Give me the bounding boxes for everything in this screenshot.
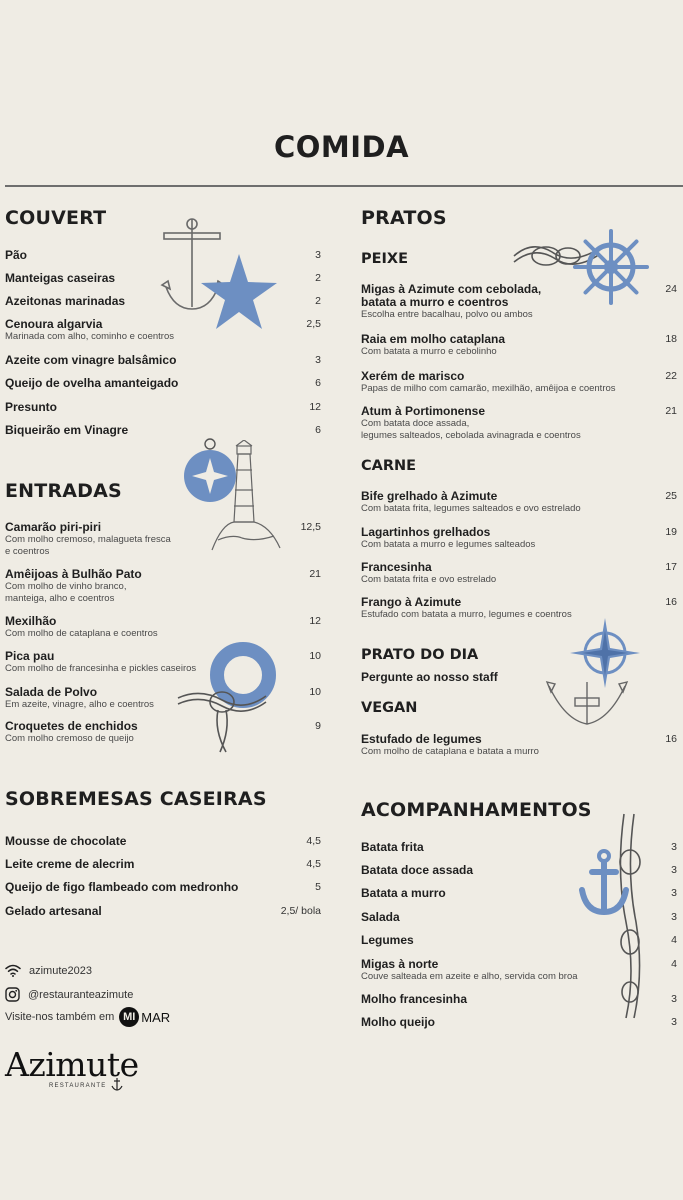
section-heading-pratos: PRATOS xyxy=(361,207,447,229)
menu-item: Frango à Azimute Estufado com batata a murro, legumes e coentros 16 xyxy=(361,595,677,620)
menu-item: Migas à norte Couve salteada em azeite e alho, servida com broa 4 xyxy=(361,957,677,982)
subsection-heading-peixe: PEIXE xyxy=(361,251,409,267)
menu-item: Presunto 12 xyxy=(5,400,321,414)
menu-item: Salada 3 xyxy=(361,910,677,924)
anchor-icon xyxy=(545,680,629,730)
menu-item: Pão 3 xyxy=(5,248,321,262)
menu-item: Camarão piri-piri Com molho cremoso, malagueta fresca e coentros 12,5 xyxy=(5,520,321,557)
visit-info xyxy=(5,1007,170,1027)
menu-item: Xerém de marisco Papas de milho com camarão, mexilhão, amêijoa e coentros 22 xyxy=(361,369,677,394)
menu-item: Mousse de chocolate 4,5 xyxy=(5,834,321,848)
menu-item: Molho francesinha 3 xyxy=(361,992,677,1006)
menu-item: Molho queijo 3 xyxy=(361,1015,677,1029)
subsection-heading-carne: CARNE xyxy=(361,458,417,474)
visit-text: Visite-nos também em xyxy=(5,1011,115,1023)
menu-item: Estufado de legumes Com molho de cataplana e batata a murro 16 xyxy=(361,732,677,757)
menu-item: Queijo de figo flambeado com medronho 5 xyxy=(5,880,321,894)
section-heading-sobremesas: SOBREMESAS CASEIRAS xyxy=(5,788,267,810)
instagram-handle[interactable]: @restauranteazimute xyxy=(28,988,134,1001)
menu-item: Queijo de ovelha amanteigado 6 xyxy=(5,376,321,390)
wifi-info xyxy=(5,964,92,977)
wifi-password: azimute2023 xyxy=(29,964,92,977)
menu-item: Batata frita 3 xyxy=(361,840,677,854)
menu-item: Migas à Azimute com cebolada, batata a murro e coentros Escolha entre bacalhau, polvo ou ambos 24 xyxy=(361,282,677,320)
menu-item: Gelado artesanal 2,5/ bola xyxy=(5,904,321,918)
menu-item: Pica pau Com molho de francesinha e pickles caseiros 10 xyxy=(5,649,321,674)
mimar-logo: MI MAR xyxy=(119,1007,170,1027)
section-heading-entradas: ENTRADAS xyxy=(5,480,122,502)
subsection-heading-prato-do-dia: PRATO DO DIA xyxy=(361,647,479,663)
menu-item: Azeite com vinagre balsâmico 3 xyxy=(5,353,321,367)
menu-item: Leite creme de alecrim 4,5 xyxy=(5,857,321,871)
subsection-heading-vegan: VEGAN xyxy=(361,700,418,716)
wifi-icon xyxy=(5,964,21,977)
section-heading-acompanhamentos: ACOMPANHAMENTOS xyxy=(361,799,592,821)
page-title: COMIDA xyxy=(273,130,410,164)
menu-item: Francesinha Com batata frita e ovo estrelado 17 xyxy=(361,560,677,585)
menu-item: Salada de Polvo Em azeite, vinagre, alho e coentros 10 xyxy=(5,685,321,710)
anchor-icon xyxy=(576,848,632,918)
menu-item: Legumes 4 xyxy=(361,933,677,947)
menu-item: Cenoura algarvia Marinada com alho, cominho e coentros 2,5 xyxy=(5,317,321,342)
menu-item: Pergunte ao nosso staff xyxy=(361,670,498,684)
small-anchor-icon xyxy=(111,1077,123,1091)
menu-item: Croquetes de enchidos Com molho cremoso de queijo 9 xyxy=(5,719,321,744)
menu-item: Azeitonas marinadas 2 xyxy=(5,294,321,308)
instagram-icon xyxy=(5,987,20,1002)
instagram-info xyxy=(5,987,133,1002)
menu-item: Manteigas caseiras 2 xyxy=(5,271,321,285)
menu-item: Batata doce assada 3 xyxy=(361,863,677,877)
menu-item: Batata a murro 3 xyxy=(361,886,677,900)
menu-item: Bife grelhado à Azimute Com batata frita, legumes salteados e ovo estrelado 25 xyxy=(361,489,677,514)
menu-item: Atum à Portimonense Com batata doce assada, legumes salteados, cebolada avinagrada e coentros 21 xyxy=(361,404,677,441)
menu-item: Mexilhão Com molho de cataplana e coentros 12 xyxy=(5,614,321,639)
menu-item: Amêijoas à Bulhão Pato Com molho de vinho branco, manteiga, alho e coentros 21 xyxy=(5,567,321,604)
brand-subtitle: RESTAURANTE xyxy=(49,1083,107,1089)
section-heading-couvert: COUVERT xyxy=(5,207,107,229)
menu-item: Lagartinhos grelhados Com batata a murro e legumes salteados 19 xyxy=(361,525,677,550)
brand-logo xyxy=(5,1045,139,1089)
menu-item: Biqueirão em Vinagre 6 xyxy=(5,423,321,437)
menu-item: Raia em molho cataplana Com batata a murro e cebolinho 18 xyxy=(361,332,677,357)
title-divider xyxy=(5,185,683,187)
brand-name: Azimute xyxy=(5,1045,139,1084)
